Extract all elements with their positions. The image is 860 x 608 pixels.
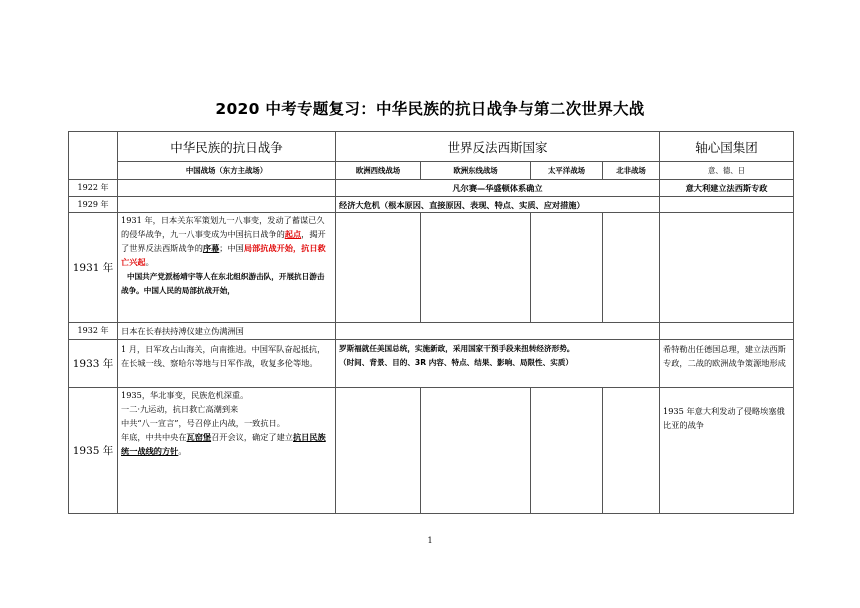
sub-axis: 意、德、日 <box>660 162 794 180</box>
year-1931: 1931 年 <box>69 213 118 323</box>
cell-1935-line3: 中共“八一宣言”，号召停止内战，一致抗日。 <box>121 418 285 428</box>
text-1931-qidian: 起点 <box>284 229 302 239</box>
cell-1931-eu-east <box>421 213 531 323</box>
row-1933 <box>69 340 794 388</box>
cell-1931-eu-west <box>336 213 421 323</box>
year-1929: 1929 年 <box>69 197 118 213</box>
cell-1935-north-africa <box>603 388 660 514</box>
corner-cell <box>69 132 118 180</box>
cell-1932-china: 日本在长春扶持溥仪建立伪满洲国 <box>118 323 336 340</box>
cell-1933-world-line2: （时间、背景、目的、3R 内容、特点、结果、影响、局限性、实质） <box>339 358 573 367</box>
cell-1922-axis: 意大利建立法西斯专政 <box>660 180 794 197</box>
header-china-war: 中华民族的抗日战争 <box>118 132 336 162</box>
text-1935-c: 召开会议，确定了建立 <box>211 432 293 442</box>
year-1933: 1933 年 <box>69 340 118 388</box>
sub-eu-west: 欧洲西线战场 <box>336 162 421 180</box>
subheader-row <box>69 162 794 180</box>
history-timeline-table <box>68 131 794 514</box>
cell-1935-line1: 1935，华北事变，民族危机深重。 <box>121 390 249 400</box>
text-1935-united-front: 抗日民族统一战线的方针 <box>121 432 326 456</box>
header-row <box>69 132 794 162</box>
sub-china-front: 中国战场（东方主战场） <box>118 162 336 180</box>
sub-north-africa: 北非战场 <box>603 162 660 180</box>
cell-1931-china <box>118 213 336 323</box>
cell-1935-pacific <box>531 388 603 514</box>
cell-1935-axis: 1935 年意大利发动了侵略埃塞俄比亚的战争 <box>660 388 794 514</box>
cell-1933-axis: 希特勒出任德国总理，建立法西斯专政，二战的欧洲战争策源地形成 <box>660 340 794 388</box>
row-1931 <box>69 213 794 323</box>
cell-1933-world-line1: 罗斯福就任美国总统，实施新政，采用国家干预手段来扭转经济形势。 <box>339 344 575 353</box>
text-1935-wayaobao: 瓦窑堡 <box>186 432 212 442</box>
text-1935-e: 。 <box>178 446 187 456</box>
page-number: 1 <box>427 536 433 545</box>
cell-1935-eu-east <box>421 388 531 514</box>
cell-1931-para2: 中国共产党派杨靖宇等人在东北组织游击队，开展抗日游击战争。中国人民的局部抗战开始， <box>121 272 325 295</box>
cell-1931-para1 <box>121 213 332 269</box>
row-1922 <box>69 180 794 197</box>
text-1931-g: 。 <box>145 257 154 267</box>
sub-eu-east: 欧洲东线战场 <box>421 162 531 180</box>
text-1931-f: 局部抗战开始，抗日救亡兴起 <box>121 243 326 267</box>
year-1935: 1935 年 <box>69 388 118 514</box>
row-1929 <box>69 197 794 213</box>
text-1931-e: ；中国 <box>219 243 244 253</box>
cell-1931-pacific <box>531 213 603 323</box>
cell-1935-china <box>118 388 336 514</box>
cell-1933-world <box>336 340 660 388</box>
cell-1922-china <box>118 180 336 197</box>
cell-1922-world: 凡尔赛—华盛顿体系确立 <box>336 180 660 197</box>
cell-1935-line2: 一二·九运动，抗日救亡高潮到来 <box>121 404 239 414</box>
document-title: 2020 中考专题复习：中华民族的抗日战争与第二次世界大战 <box>215 100 645 118</box>
cell-1932-axis <box>660 323 794 340</box>
cell-1932-world <box>336 323 660 340</box>
year-1932: 1932 年 <box>69 323 118 340</box>
text-1935-a: 年底，中共中央在 <box>121 432 187 442</box>
cell-1929-china <box>118 197 336 213</box>
cell-1933-china: 1 月，日军攻占山海关，向南推进。中国军队奋起抵抗，在长城一线、察哈尔等地与日军作战，收复多伦等地。 <box>118 340 336 388</box>
row-1932 <box>69 323 794 340</box>
row-1935 <box>69 388 794 514</box>
sub-pacific: 太平洋战场 <box>531 162 603 180</box>
text-1931-xumu: 序幕 <box>202 243 220 253</box>
cell-1929-axis <box>660 197 794 213</box>
cell-1935-line4 <box>121 430 332 458</box>
cell-1931-axis <box>660 213 794 323</box>
text-1931-c: ，揭开了世界反法西斯战争的 <box>121 229 326 253</box>
cell-1929-world: 经济大危机（根本原因、直接原因、表现、特点、实质、应对措施） <box>336 197 660 213</box>
text-1931-a: 1931 年，日本关东军策划九一八事变，发动了蓄谋已久的侵华战争，九一八事变成为中国抗日战争的 <box>121 215 325 239</box>
cell-1931-north-africa <box>603 213 660 323</box>
cell-1935-eu-west <box>336 388 421 514</box>
header-axis: 轴心国集团 <box>660 132 794 162</box>
header-allied: 世界反法西斯国家 <box>336 132 660 162</box>
year-1922: 1922 年 <box>69 180 118 197</box>
